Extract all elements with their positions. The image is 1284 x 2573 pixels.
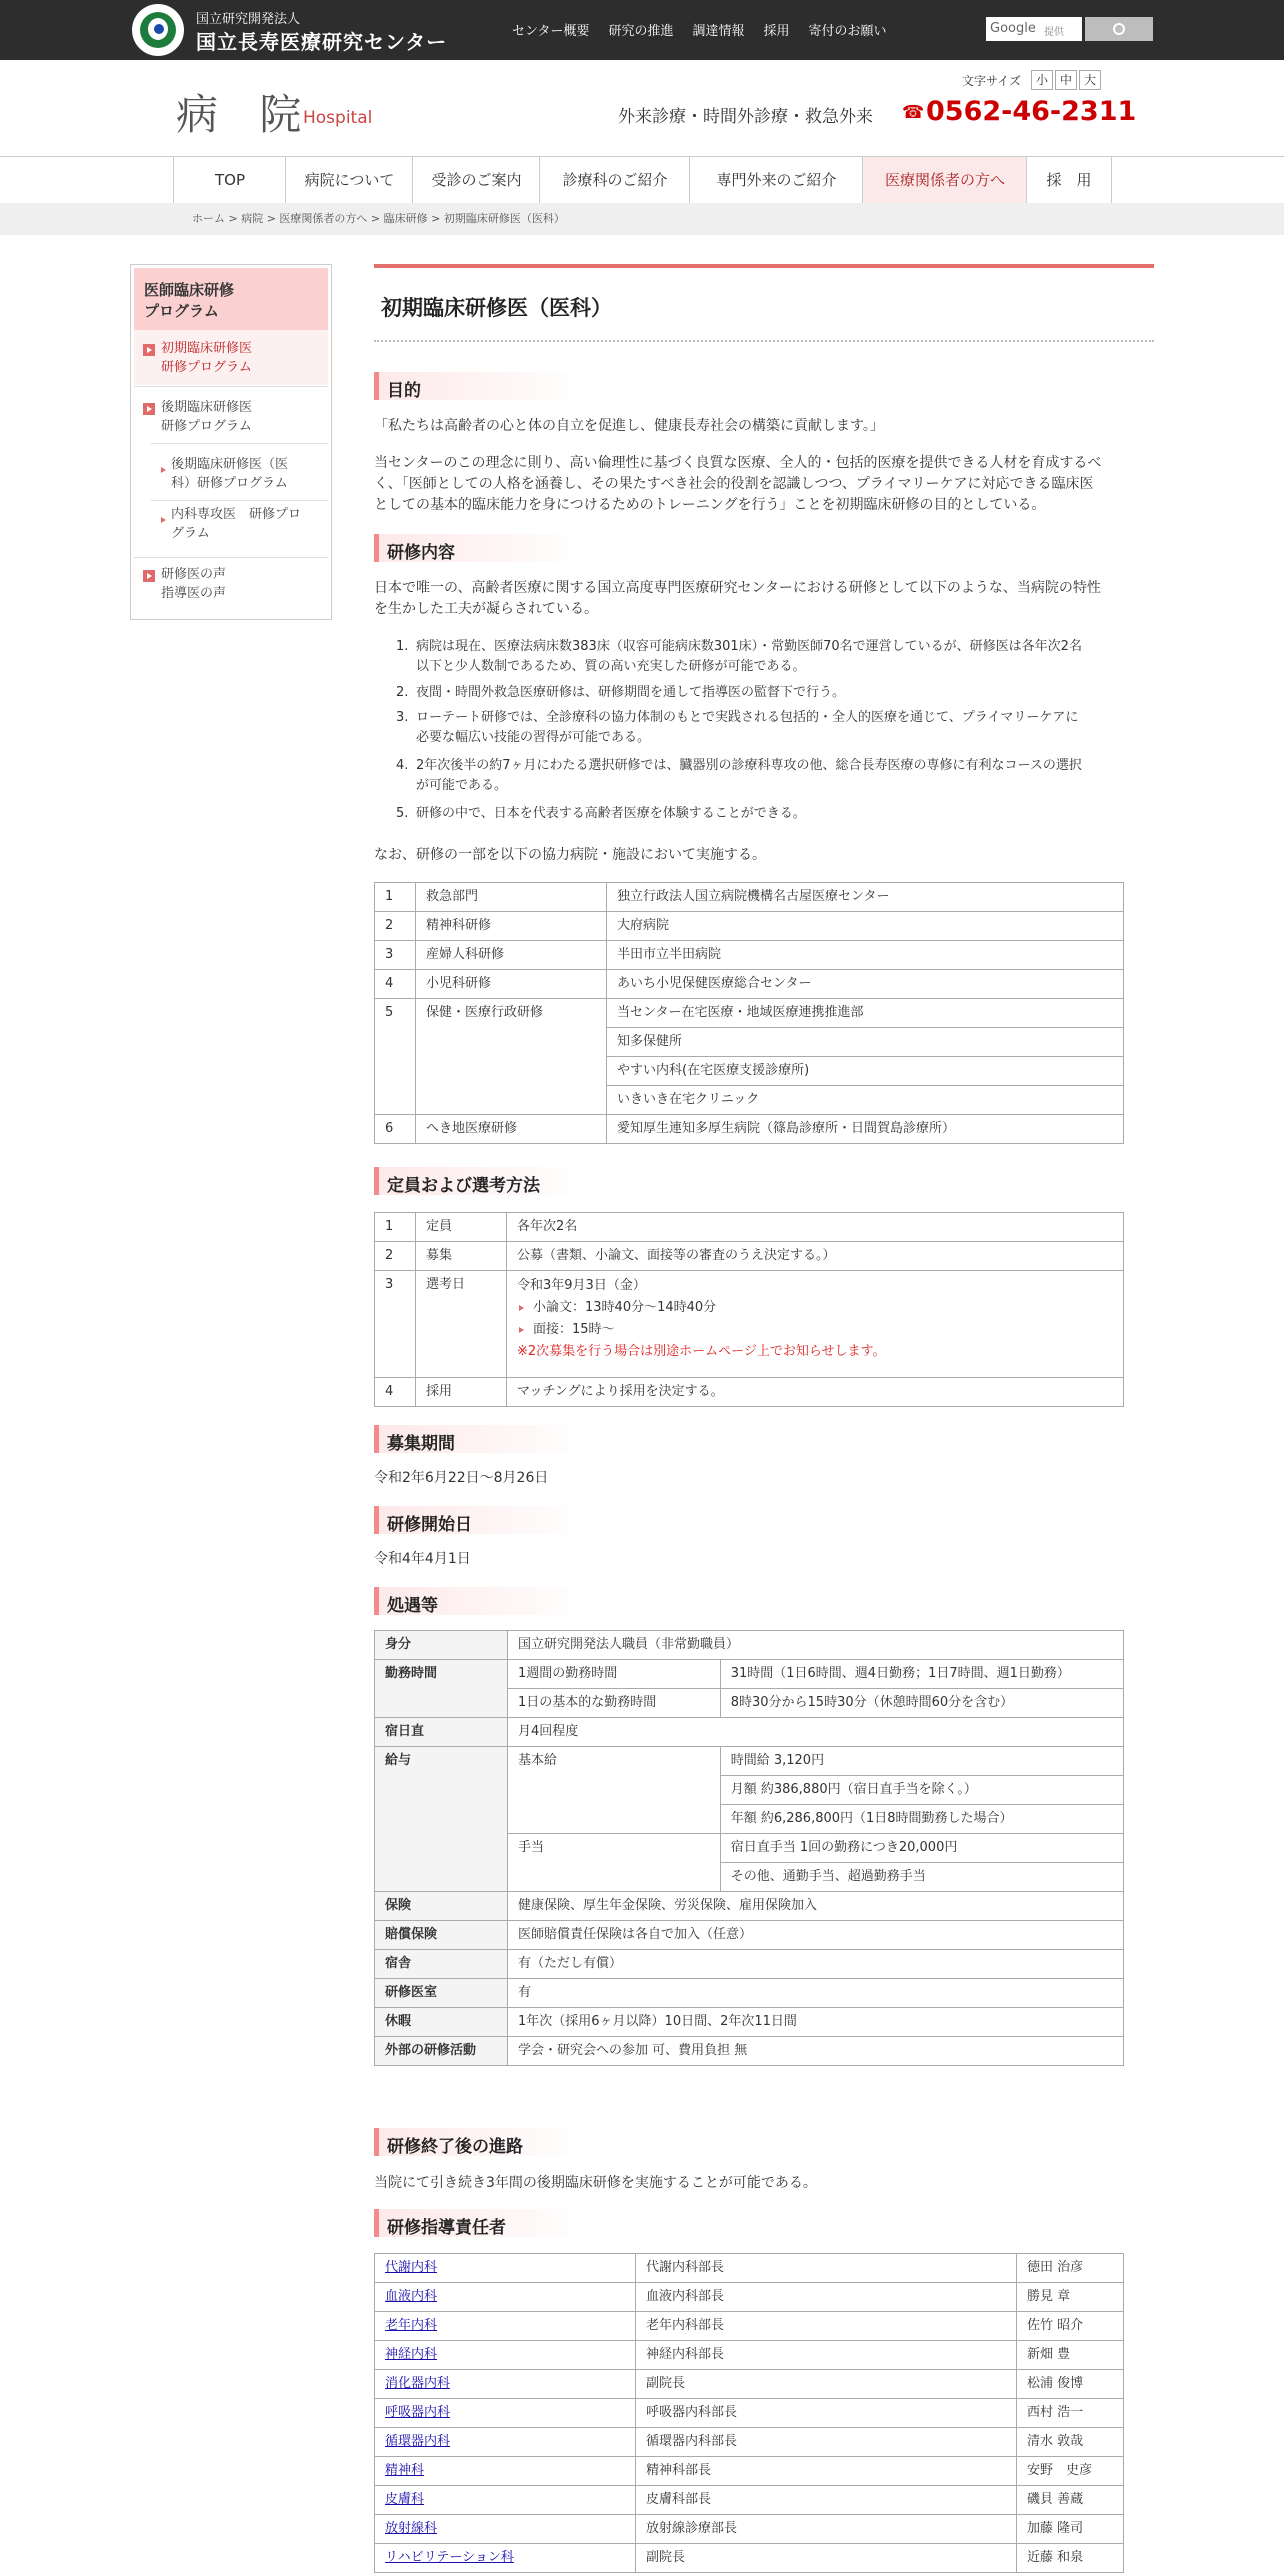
table-row <box>375 1631 1124 1660</box>
table-row <box>375 2544 1124 2573</box>
table-cell: 募集 <box>416 1242 507 1271</box>
exam-item <box>517 1297 1113 1319</box>
table-row <box>375 2486 1124 2515</box>
table-cell: 勤務時間 <box>375 1660 508 1718</box>
page-title: 初期臨床研修医（医科） <box>381 296 612 320</box>
list-item <box>396 708 1136 752</box>
table-cell: 31時間（1日6時間、週4日勤務；1日7時間、週1日勤務） <box>720 1660 1123 1689</box>
table-cell: 宿日直手当 1回の勤務につき20,000円 <box>720 1834 1123 1863</box>
table-row <box>375 1271 1124 1378</box>
table-cell: 保健・医療行政研修 <box>416 999 607 1115</box>
table-cell: 保険 <box>375 1892 508 1921</box>
table-cell: 1 <box>375 1213 416 1242</box>
table-cell: 給与 <box>375 1747 508 1892</box>
top-nav <box>512 20 887 39</box>
table-row <box>375 2341 1124 2370</box>
exam-note: ※2次募集を行う場合は別途ホームページ上でお知らせします。 <box>517 1344 886 1359</box>
table-cell: その他、通勤手当、超過勤務手当 <box>720 1863 1123 1892</box>
table-cell: 知多保健所 <box>607 1028 1124 1057</box>
table-row <box>375 2515 1124 2544</box>
table-cell <box>375 2341 636 2370</box>
table-cell: 宿日直 <box>375 1718 508 1747</box>
sidebar-item-voices[interactable] <box>161 565 226 603</box>
table-cell: 小児科研修 <box>416 970 607 999</box>
purpose-quote: 「私たちは高齢者の心と体の自立を促進し、健康長寿社会の構築に貢献します。」 <box>374 418 884 434</box>
logo-icon[interactable] <box>132 4 184 56</box>
table-cell: 有（ただし有償） <box>508 1950 1124 1979</box>
partner-table <box>374 882 1124 1144</box>
search-icon <box>1113 23 1125 35</box>
breadcrumb[interactable]: ホーム > 病院 > 医療関係者の方へ > 臨床研修 > 初期臨床研修医（医科） <box>192 212 565 225</box>
sidebar-item-label: 研修プログラム <box>161 419 252 434</box>
main-nav-about[interactable]: 病院について <box>285 157 413 203</box>
table-cell: 手当 <box>508 1834 721 1892</box>
table-cell: 定員 <box>416 1213 507 1242</box>
table-cell: 呼吸器内科部長 <box>636 2399 1017 2428</box>
table-cell: 半田市立半田病院 <box>607 941 1124 970</box>
department-link[interactable]: 循環器内科 <box>385 2434 451 2449</box>
section-heading-text: 募集期間 <box>387 1434 455 1454</box>
table-cell: 当センター在宅医療・地域医療連携推進部 <box>607 999 1124 1028</box>
exam-date: 令和3年9月3日（金） <box>517 1278 646 1293</box>
org-type: 国立研究開発法人 <box>196 12 301 27</box>
list-number: 2. <box>396 685 409 700</box>
list-item <box>396 756 1136 800</box>
table-cell: 近藤 和泉 <box>1017 2544 1124 2573</box>
table-cell: 月4回程度 <box>508 1718 1124 1747</box>
top-nav-item[interactable]: 調達情報 <box>692 24 745 39</box>
table-cell <box>375 2370 636 2399</box>
exam-item <box>517 1319 1113 1341</box>
table-row <box>375 2457 1124 2486</box>
department-link[interactable]: 代謝内科 <box>385 2260 438 2275</box>
table-row <box>375 1950 1124 1979</box>
table-row <box>375 941 1124 970</box>
table-cell: 放射線診療部長 <box>636 2515 1017 2544</box>
recruitment-period: 令和2年6月22日～8月26日 <box>374 1470 549 1486</box>
table-cell: 佐竹 昭介 <box>1017 2312 1124 2341</box>
main-nav-top[interactable]: TOP <box>173 157 286 203</box>
arrow-icon <box>161 467 166 473</box>
table-cell: へき地医療研修 <box>416 1115 607 1144</box>
title-accent-bar <box>374 264 1154 268</box>
top-nav-item[interactable]: センター概要 <box>512 24 590 39</box>
sidebar-item-label: 後期臨床研修医（医 <box>171 457 289 472</box>
table-cell: 副院長 <box>636 2544 1017 2573</box>
table-cell: 老年内科部長 <box>636 2312 1017 2341</box>
table-cell: 採用 <box>416 1378 507 1407</box>
table-cell: 8時30分から15時30分（休憩時間60分を含む） <box>720 1689 1123 1718</box>
sidebar-item-label: 指導医の声 <box>161 586 227 601</box>
table-cell: 身分 <box>375 1631 508 1660</box>
exam-item-text: 面接：15時～ <box>533 1322 615 1337</box>
list-line: 以下と少人数制であるため、質の高い充実した研修が可能である。 <box>416 659 806 674</box>
search-brand: Google <box>990 21 1036 36</box>
table-row <box>375 1242 1124 1271</box>
divider <box>374 340 1154 342</box>
table-cell <box>375 2515 636 2544</box>
main-nav-visit[interactable]: 受診のご案内 <box>412 157 540 203</box>
search-hint: 提供 <box>1044 27 1064 38</box>
table-row <box>375 1718 1124 1747</box>
sidebar-item-label: 初期臨床研修医 <box>161 341 253 356</box>
arrow-square-icon <box>143 344 155 356</box>
sidebar-item-label: 内科専攻医 研修プロ <box>171 507 302 522</box>
table-cell: 皮膚科部長 <box>636 2486 1017 2515</box>
section-heading-text: 定員および選考方法 <box>387 1176 540 1196</box>
sidebar-title[interactable] <box>134 268 328 330</box>
sidebar-item-label: 研修プログラム <box>161 360 252 375</box>
list-line: 研修の中で、日本を代表する高齢者医療を体験することができる。 <box>416 806 806 821</box>
table-cell: 1日の基本的な勤務時間 <box>508 1689 721 1718</box>
sidebar-item-label: 科）研修プログラム <box>171 476 288 491</box>
table-cell <box>375 2544 636 2573</box>
sidebar-item-later[interactable] <box>161 398 252 436</box>
table-cell: 血液内科部長 <box>636 2283 1017 2312</box>
department-link[interactable]: 呼吸器内科 <box>385 2405 451 2420</box>
sidebar-item-later-medical[interactable] <box>171 455 288 493</box>
table-cell: 西村 浩一 <box>1017 2399 1124 2428</box>
table-cell: 4 <box>375 970 416 999</box>
table-cell <box>375 2486 636 2515</box>
section-heading-text: 目的 <box>387 381 421 401</box>
table-cell <box>375 2428 636 2457</box>
table-row <box>375 2312 1124 2341</box>
paragraph-line: く、「医師としての人格を涵養し、その果たすべき社会的役割を認識しつつ、プライマリーケアに対応できる臨床医 <box>374 476 1094 492</box>
department-link[interactable]: 消化器内科 <box>385 2376 451 2391</box>
department-link[interactable]: 放射線科 <box>385 2521 438 2536</box>
paragraph-line: を生かした工夫が凝らされている。 <box>374 601 598 617</box>
section-heading-start <box>374 1506 679 1534</box>
table-cell: 各年次2名 <box>507 1213 1124 1242</box>
table-cell: 清水 敦哉 <box>1017 2428 1124 2457</box>
table-row <box>375 2283 1124 2312</box>
table-cell: 1 <box>375 883 416 912</box>
table-row <box>375 970 1124 999</box>
table-row <box>375 1115 1124 1144</box>
table-row <box>375 1378 1124 1407</box>
list-line: 必要な幅広い技能の習得が可能である。 <box>416 730 651 745</box>
exam-item-text: 小論文：13時40分～14時40分 <box>533 1300 717 1315</box>
table-row <box>375 2399 1124 2428</box>
arrow-icon <box>519 1305 524 1311</box>
header-info: 外来診療・時間外診療・救急外来 <box>618 107 873 127</box>
font-size-medium-button[interactable]: 中 <box>1055 70 1077 90</box>
table-cell: 外部の研修活動 <box>375 2037 508 2066</box>
table-cell: 国立研究開発法人職員（非常勤職員） <box>508 1631 1124 1660</box>
table-row <box>375 2428 1124 2457</box>
sidebar-item-initial[interactable] <box>161 339 252 377</box>
table-cell: マッチングにより採用を決定する。 <box>507 1378 1124 1407</box>
table-cell: 産婦人科研修 <box>416 941 607 970</box>
table-row <box>375 912 1124 941</box>
table-row <box>375 883 1124 912</box>
table-cell: 月額 約386,880円（宿日直手当を除く。） <box>720 1776 1123 1805</box>
table-cell <box>375 2457 636 2486</box>
search-input[interactable] <box>986 17 1082 41</box>
section-heading-text: 処遇等 <box>387 1596 438 1616</box>
table-cell <box>375 2399 636 2428</box>
paragraph-line: 日本で唯一の、高齢者医療に関する国立高度専門医療研究センターにおける研修として以下のような、当病院の特性 <box>374 580 1101 596</box>
table-row <box>375 2254 1124 2283</box>
hospital-title[interactable]: 病 院 <box>176 90 316 139</box>
table-cell: 副院長 <box>636 2370 1017 2399</box>
sidebar <box>130 264 332 620</box>
table-cell: 松浦 俊博 <box>1017 2370 1124 2399</box>
main-nav-specialty[interactable]: 専門外来のご紹介 <box>689 157 863 203</box>
table-cell: 精神科研修 <box>416 912 607 941</box>
career-text: 当院にて引き続き3年間の後期臨床研修を実施することが可能である。 <box>374 2175 817 2191</box>
list-line: 病院は現在、医療法病床数383床（収容可能病床数301床）・常勤医師70名で運営しているが、研修医は各年次2名 <box>416 639 1082 654</box>
table-cell: 精神科部長 <box>636 2457 1017 2486</box>
main-nav-recruit[interactable]: 採 用 <box>1026 157 1112 203</box>
table-cell: 独立行政法人国立病院機構名古屋医療センター <box>607 883 1124 912</box>
table-row <box>375 2037 1124 2066</box>
table-row <box>375 1892 1124 1921</box>
table-row <box>375 1747 1124 1776</box>
table-cell <box>375 2283 636 2312</box>
table-cell: 休暇 <box>375 2008 508 2037</box>
table-cell: 宿舎 <box>375 1950 508 1979</box>
sidebar-item-label: 研修医の声 <box>161 567 227 582</box>
table-row <box>375 999 1124 1028</box>
top-nav-item[interactable]: 寄付のお願い <box>808 24 887 39</box>
start-date: 令和4年4月1日 <box>374 1551 471 1567</box>
section-heading-text: 研修指導責任者 <box>387 2218 506 2238</box>
list-line: 2年次後半の約7ヶ月にわたる選択研修では、臓器別の診療科専攻の他、総合長寿医療の専修に有利なコースの選択 <box>416 758 1082 773</box>
top-nav-item[interactable]: 採用 <box>763 24 790 39</box>
department-link[interactable]: 精神科 <box>385 2463 425 2478</box>
arrow-icon <box>519 1327 524 1333</box>
list-number: 4. <box>396 758 409 773</box>
font-size-small-button[interactable]: 小 <box>1031 70 1053 90</box>
org-name[interactable]: 国立長寿医療研究センター <box>196 30 448 54</box>
table-cell: 選考日 <box>416 1271 507 1378</box>
arrow-icon <box>161 517 166 523</box>
table-row <box>375 2370 1124 2399</box>
table-cell: 有 <box>508 1979 1124 2008</box>
table-cell: 代謝内科部長 <box>636 2254 1017 2283</box>
table-cell: あいち小児保健医療総合センター <box>607 970 1124 999</box>
table-cell <box>375 2254 636 2283</box>
table-cell: いきいき在宅クリニック <box>607 1086 1124 1115</box>
list-number: 1. <box>396 639 409 654</box>
hospital-subtitle: Hospital <box>303 108 373 128</box>
section-heading-text: 研修終了後の進路 <box>387 2137 523 2157</box>
table-cell: 公募（書類、小論文、面接等の審査のうえ決定する。） <box>507 1242 1124 1271</box>
table-cell: 神経内科部長 <box>636 2341 1017 2370</box>
table-cell: 年額 約6,286,800円（1日8時間勤務した場合） <box>720 1805 1123 1834</box>
department-link[interactable]: 血液内科 <box>385 2289 438 2304</box>
department-link[interactable]: 神経内科 <box>385 2347 438 2362</box>
table-cell: 勝見 章 <box>1017 2283 1124 2312</box>
sidebar-item-label: グラム <box>171 526 210 541</box>
list-number: 5. <box>396 806 409 821</box>
table-cell: 健康保険、厚生年金保険、労災保険、雇用保険加入 <box>508 1892 1124 1921</box>
section-heading-content <box>374 534 679 562</box>
main-nav-professionals[interactable]: 医療関係者の方へ <box>862 157 1027 203</box>
table-cell: 医師賠償責任保険は各自で加入（任意） <box>508 1921 1124 1950</box>
main-nav <box>0 156 1284 204</box>
font-size-buttons <box>1029 70 1101 90</box>
table-cell: 学会・研究会への参加 可、費用負担 無 <box>508 2037 1124 2066</box>
list-item <box>396 683 1136 705</box>
section-heading-career <box>374 2128 679 2156</box>
phone-icon: ☎ <box>902 102 925 123</box>
paragraph-line: としての基本的臨床能力を身につけるためのトレーニングを行う」ことを初期臨床研修の目的としている。 <box>374 497 1046 513</box>
table-cell: 研修医室 <box>375 1979 508 2008</box>
sidebar-title-line: プログラム <box>144 302 219 320</box>
partner-intro: なお、研修の一部を以下の協力病院・施設において実施する。 <box>374 847 766 863</box>
table-cell: 6 <box>375 1115 416 1144</box>
table-cell: 循環器内科部長 <box>636 2428 1017 2457</box>
section-heading-selection <box>374 1167 679 1195</box>
table-cell <box>507 1271 1124 1378</box>
table-cell: 3 <box>375 1271 416 1378</box>
section-heading-text: 研修内容 <box>387 543 455 563</box>
table-row <box>375 1660 1124 1689</box>
section-heading-treatment <box>374 1587 679 1615</box>
phone-number[interactable]: 0562-46-2311 <box>926 96 1137 127</box>
table-cell: 2 <box>375 1242 416 1271</box>
font-size-large-button[interactable]: 大 <box>1079 70 1101 90</box>
list-item <box>396 804 1136 826</box>
supervisor-table <box>374 2253 1124 2573</box>
paragraph-line: 当センターのこの理念に則り、高い倫理性に基づく良質な医療、全人的・包括的医療を提供できる人材を育成するべ <box>374 455 1102 471</box>
table-row <box>375 1979 1124 2008</box>
table-cell: 3 <box>375 941 416 970</box>
list-number: 3. <box>396 710 409 725</box>
list-line: が可能である。 <box>416 778 508 793</box>
table-cell: 時間給 3,120円 <box>720 1747 1123 1776</box>
table-row <box>375 1213 1124 1242</box>
treatment-table <box>374 1630 1124 2066</box>
table-cell: 2 <box>375 912 416 941</box>
purpose-body <box>374 453 1154 516</box>
table-cell: 愛知厚生連知多厚生病院（篠島診療所・日間賀島診療所） <box>607 1115 1124 1144</box>
table-cell: 安野 史彦 <box>1017 2457 1124 2486</box>
top-bar <box>0 0 1284 60</box>
section-heading-period <box>374 1425 679 1453</box>
selection-table <box>374 1212 1124 1407</box>
search-button[interactable] <box>1085 17 1153 41</box>
table-cell: 新畑 豊 <box>1017 2341 1124 2370</box>
table-cell <box>375 2312 636 2341</box>
table-cell: 磯貝 善蔵 <box>1017 2486 1124 2515</box>
table-cell: 徳田 治彦 <box>1017 2254 1124 2283</box>
department-link[interactable]: 老年内科 <box>385 2318 438 2333</box>
table-cell: 1年次（採用6ヶ月以降）10日間、2年次11日間 <box>508 2008 1124 2037</box>
table-cell: 1週間の勤務時間 <box>508 1660 721 1689</box>
table-cell: 加藤 隆司 <box>1017 2515 1124 2544</box>
table-cell: 5 <box>375 999 416 1115</box>
section-heading-supervisors <box>374 2209 679 2237</box>
sidebar-title-line: 医師臨床研修 <box>144 281 235 299</box>
table-cell: 賠償保険 <box>375 1921 508 1950</box>
table-row <box>375 1921 1124 1950</box>
list-line: 夜間・時間外救急医療研修は、研修期間を通して指導医の監督下で行う。 <box>416 685 846 700</box>
main-nav-departments[interactable]: 診療科のご紹介 <box>539 157 690 203</box>
table-cell: 4 <box>375 1378 416 1407</box>
table-cell: 救急部門 <box>416 883 607 912</box>
list-line: ローテート研修では、全診療科の協力体制のもとで実践される包括的・全人的医療を通じて、プライマリーケアに <box>416 710 1079 725</box>
sidebar-item-internal[interactable] <box>171 505 301 543</box>
section-heading-text: 研修開始日 <box>387 1515 472 1535</box>
content-intro <box>374 578 1154 620</box>
arrow-square-icon <box>143 570 155 582</box>
table-cell: 大府病院 <box>607 912 1124 941</box>
top-nav-item[interactable]: 研究の推進 <box>608 24 674 39</box>
section-heading-purpose <box>374 372 679 400</box>
table-row <box>375 2008 1124 2037</box>
table-cell: 基本給 <box>508 1747 721 1834</box>
list-item <box>396 637 1136 681</box>
sidebar-item-label: 後期臨床研修医 <box>161 400 253 415</box>
department-link[interactable]: 皮膚科 <box>385 2492 425 2507</box>
department-link[interactable]: リハビリテーション科 <box>385 2550 514 2565</box>
font-size-label: 文字サイズ <box>962 74 1022 88</box>
arrow-square-icon <box>143 403 155 415</box>
table-cell: やすい内科(在宅医療支援診療所) <box>607 1057 1124 1086</box>
